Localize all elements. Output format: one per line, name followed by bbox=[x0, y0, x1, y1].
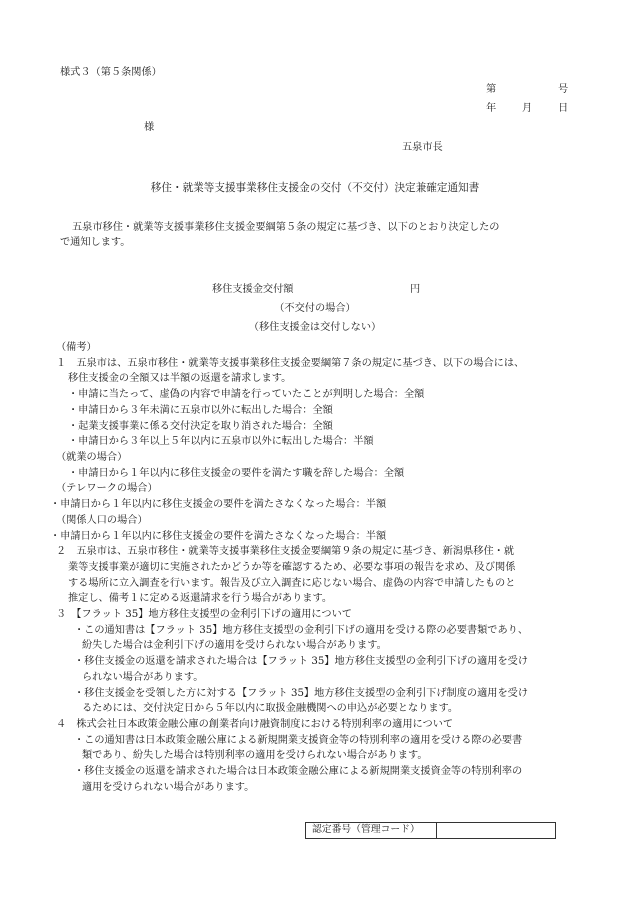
doc-number-suffix: 号 bbox=[558, 84, 569, 95]
remark-line: 業等支援事業が適切に実施されたかどうか等を確認するため、必要な事項の報告を求め、及び関係 bbox=[68, 561, 516, 573]
remarks-list bbox=[50, 356, 566, 796]
remark-line: （就業の場合） bbox=[56, 452, 128, 463]
remark-line: する場所に立入調査を行います。報告及び立入調査に応じない場合、虚偽の内容で申請したものと bbox=[68, 577, 516, 589]
certification-label: 認定番号（管理コード） bbox=[306, 823, 437, 839]
non-grant-note: （移住支援金は交付しない） bbox=[248, 322, 382, 333]
remark-line: ・申請日から１年以内に移住支援金の要件を満たさなくなった場合：半額 bbox=[50, 530, 387, 542]
remark-line: るためには、交付決定日から５年以内に取扱金融機関への申込が必要となります。 bbox=[82, 703, 459, 715]
remark-line: 類であり、紛失した場合は特別利率の適用を受けられない場合があります。 bbox=[82, 750, 428, 762]
certification-table bbox=[305, 822, 556, 839]
remark-line: ・この通知書は日本政策金融公庫による新規開業支援資金等の特別利率の適用を受ける際の必要書 bbox=[74, 734, 523, 746]
document-title: 移住・就業等支援事業移住支援金の交付（不交付）決定兼確定通知書 bbox=[150, 182, 480, 194]
remark-line: １ 五泉市は、五泉市移住・就業等支援事業移住支援金要綱第７条の規定に基づき、以下の場合には、 bbox=[56, 357, 525, 369]
remark-line: ・申請日から１年以内に移住支援金の要件を満たさなくなった場合：半額 bbox=[50, 499, 387, 511]
remark-line: ・この通知書は【フラット 35】地方移住支援型の金利引下げの適用を受ける際の必要書類であり、 bbox=[74, 624, 529, 636]
remark-line: ・移住支援金の返還を請求された場合は【フラット 35】地方移住支援型の金利引下げの適用を受け bbox=[74, 656, 529, 668]
doc-number-prefix: 第 bbox=[486, 84, 497, 95]
remark-line: ２ 五泉市は、五泉市移住・就業等支援事業移住支援金要綱第９条の規定に基づき、新潟県移住・就 bbox=[56, 546, 515, 558]
remark-line: ４ 株式会社日本政策金融公庫の創業者向け融資制度における特別利率の適用について bbox=[56, 718, 454, 730]
amount-label: 移住支援金交付額 bbox=[212, 284, 294, 295]
remark-line: ・起業支援事業に係る交付決定を取り消された場合：全額 bbox=[68, 420, 333, 432]
remark-line: ・申請に当たって、虚偽の内容で申請を行っていたことが判明した場合：全額 bbox=[68, 389, 425, 401]
remark-line: ・移住支援金を受領した方に対する【フラット 35】地方移住支援型の金利引下げ制度の適用を受け bbox=[74, 687, 529, 699]
intro-paragraph bbox=[60, 221, 580, 251]
remark-line: ・申請日から３年以上５年以内に五泉市以外に転出した場合：半額 bbox=[68, 436, 374, 448]
intro-line: 五泉市移住・就業等支援事業移住支援金要綱第５条の規定に基づき、以下のとおり決定したの bbox=[72, 222, 500, 233]
remark-line: ・移住支援金の返還を請求された場合は日本政策金融公庫による新規開業支援資金等の特別利率の bbox=[74, 766, 523, 778]
date-month: 月 bbox=[522, 103, 533, 114]
remarks-section bbox=[50, 341, 566, 795]
remark-line: られない場合があります。 bbox=[82, 671, 204, 683]
issuer: 五泉市長 bbox=[402, 142, 443, 153]
remark-line: 適用を受けられない場合があります。 bbox=[82, 781, 255, 793]
remarks-heading: （備考） bbox=[56, 342, 97, 353]
date-day: 日 bbox=[558, 103, 569, 114]
amount-unit: 円 bbox=[410, 284, 421, 295]
certification-value[interactable] bbox=[437, 823, 556, 839]
remark-line: （関係人口の場合） bbox=[56, 514, 148, 526]
remark-line: （テレワークの場合） bbox=[56, 483, 158, 495]
remark-line: 紛失した場合は金利引下げの適用を受けられない場合があります。 bbox=[82, 640, 387, 652]
form-label: 様式３（第５条関係） bbox=[60, 67, 162, 78]
intro-line: で通知します。 bbox=[60, 236, 131, 248]
remark-line: ３ 【フラット 35】地方移住支援型の金利引下げの適用について bbox=[56, 609, 352, 621]
remark-line: 推定し、備考１に定める返還請求を行う場合があります。 bbox=[68, 593, 333, 605]
date-year: 年 bbox=[486, 103, 497, 114]
remark-line: ・申請日から３年未満に五泉市以外に転出した場合：全額 bbox=[68, 404, 333, 416]
non-grant-heading: （不交付の場合） bbox=[274, 303, 356, 314]
remark-line: 移住支援金の全額又は半額の返還を請求します。 bbox=[68, 373, 292, 385]
remark-line: ・申請日から１年以内に移住支援金の要件を満たす職を辞した場合：全額 bbox=[68, 467, 405, 479]
addressee-suffix: 様 bbox=[144, 122, 155, 133]
